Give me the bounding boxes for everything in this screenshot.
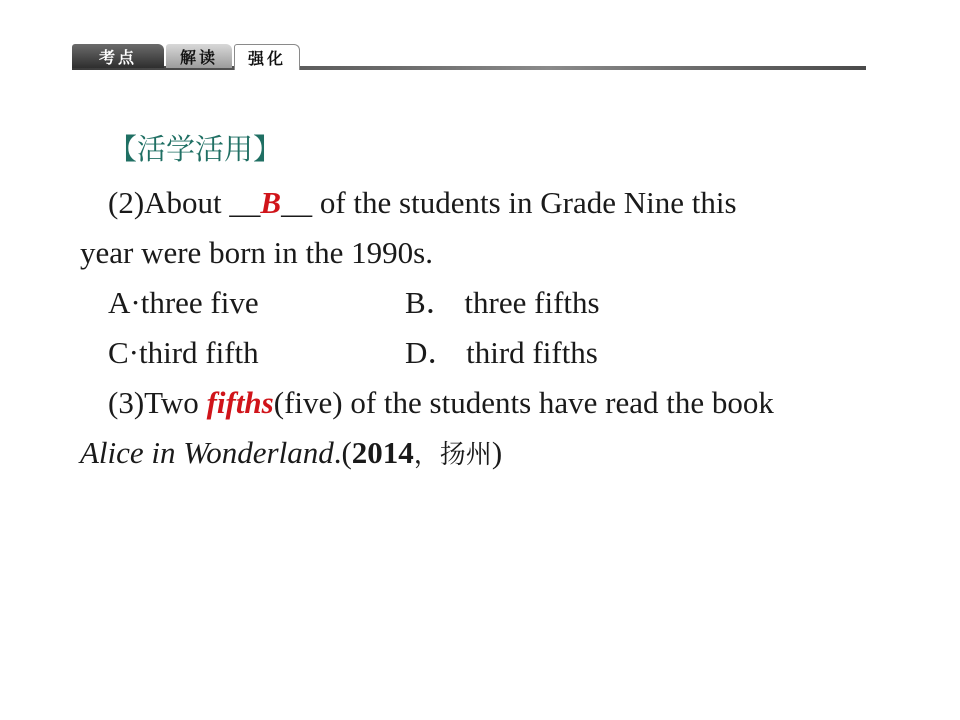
q3-close: )	[491, 435, 503, 470]
exercise-content	[80, 120, 880, 478]
question-2-line-2: year were born in the 1990s.	[80, 235, 433, 270]
q2-suffix: __ of the students in Grade Nine this	[281, 185, 737, 220]
option-c: C·third fifth	[108, 335, 259, 370]
book-title: Alice in Wonderland	[80, 435, 334, 470]
question-3-line-1	[80, 378, 880, 428]
section-title: 【活学活用】	[108, 132, 283, 166]
header-tab-strip	[72, 44, 866, 72]
question-3-line-2	[80, 428, 880, 478]
question-2-line-1	[80, 178, 880, 228]
options-row-2	[80, 328, 880, 378]
q3-suffix: (five) of the students have read the book	[273, 385, 774, 420]
q3-answer: fifths	[206, 385, 274, 420]
option-a: A·three five	[108, 285, 259, 320]
option-d: D． third fifths	[405, 335, 598, 370]
q2-prefix: (2)About __	[108, 185, 261, 220]
q3-prefix: (3)Two	[108, 385, 207, 420]
tab-kaodian[interactable]: 考点	[72, 44, 164, 68]
options-row-1	[80, 278, 880, 328]
tab-jiedu[interactable]: 解读	[166, 44, 232, 68]
q3-source: ，扬州	[413, 440, 492, 470]
q3-after-title: .(	[333, 435, 352, 470]
tab-qianghua[interactable]: 强化	[234, 44, 300, 70]
q2-answer: B	[260, 185, 282, 220]
option-b: B． three fifths	[405, 285, 600, 320]
q3-year: 2014	[351, 435, 414, 470]
